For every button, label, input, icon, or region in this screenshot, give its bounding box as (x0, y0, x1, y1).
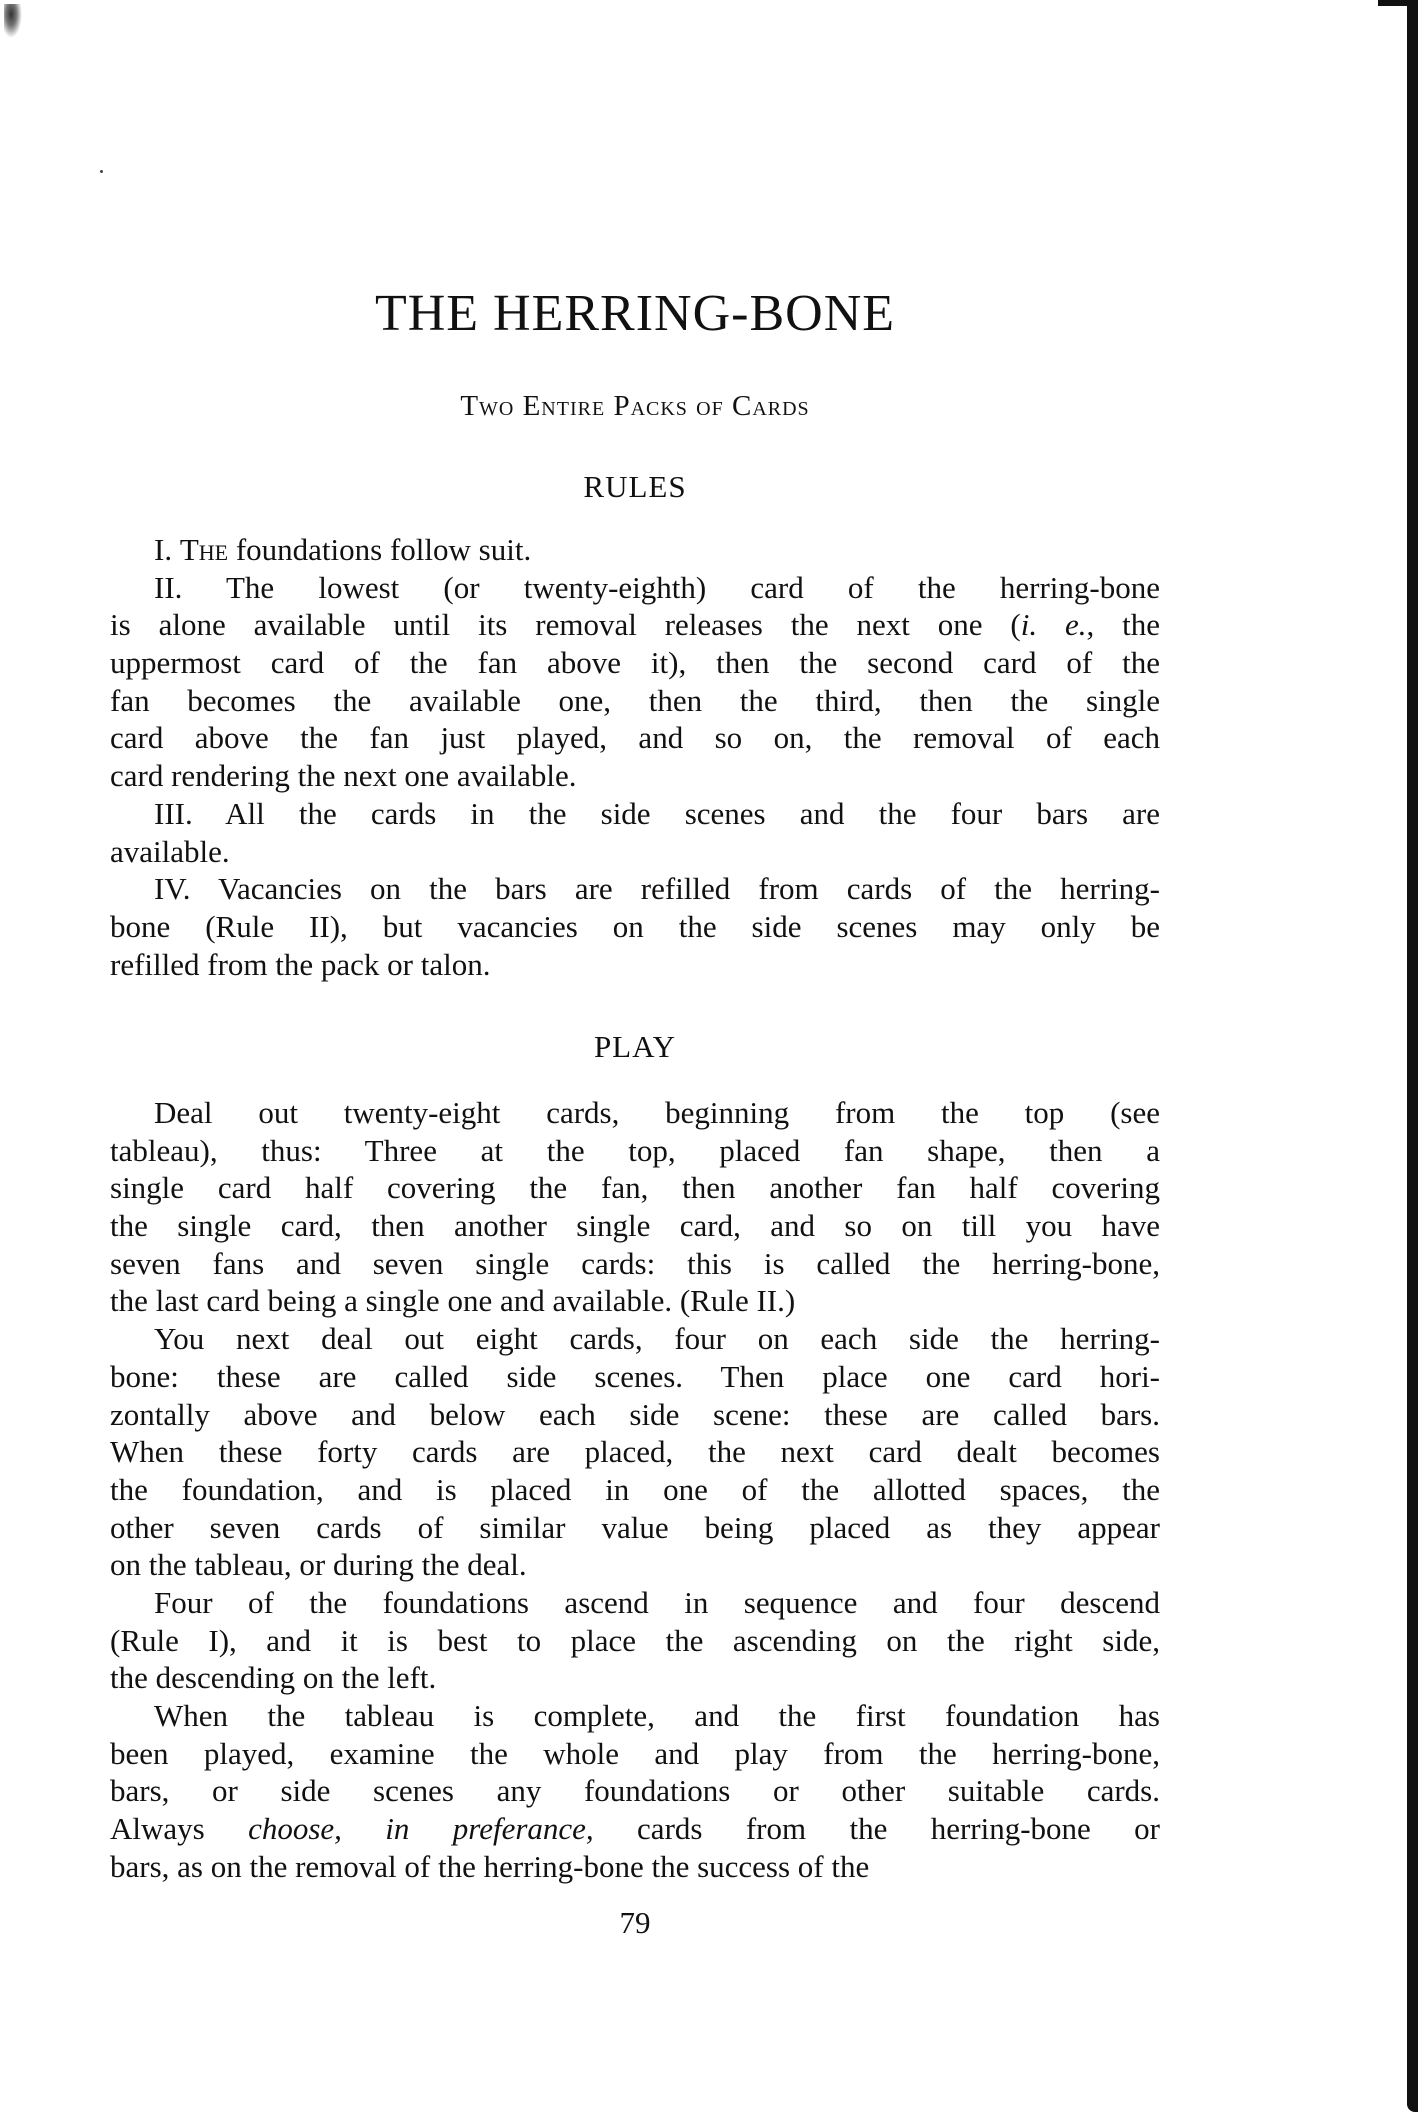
text-line: II. The lowest (or twenty-eighth) card of the herring-bone (154, 569, 1160, 605)
text-line: the descending on the left. (110, 1660, 437, 1696)
text-line (110, 531, 1160, 569)
text-line: been played, examine the whole and play from the herring-bone, (110, 1735, 1160, 1771)
rule-paragraph (110, 569, 1160, 795)
text-segment: is alone available until its removal releases the next one ( (110, 607, 1021, 643)
text-line: bars, as on the removal of the herring-bone the success of the (110, 1848, 870, 1884)
rule-paragraph (110, 870, 1160, 983)
play-paragraph (110, 1320, 1160, 1584)
text-line: Four of the foundations ascend in sequence and four descend (154, 1584, 1160, 1620)
rules-heading: RULES (583, 469, 687, 504)
text-line: available. (110, 833, 230, 869)
text-line: IV. Vacancies on the bars are refilled from cards of the herring- (154, 871, 1160, 907)
chapter-subtitle: Two Entire Packs of Cards (460, 390, 810, 422)
text-line: fan becomes the available one, then the third, then the single (110, 682, 1160, 718)
play-paragraph (110, 1584, 1160, 1697)
scan-smudge (4, 4, 22, 38)
text-segment: The (179, 532, 229, 567)
text-line: other seven cards of similar value being placed as they appear (110, 1509, 1160, 1545)
rule-paragraph (110, 795, 1160, 870)
play-section (110, 1094, 1160, 1885)
rule-paragraph (110, 531, 1160, 569)
text-line: card rendering the next one available. (110, 758, 577, 794)
text-line: When the tableau is complete, and the first foundation has (154, 1698, 1160, 1733)
text-segment: Always (110, 1811, 249, 1847)
page-number: 79 (619, 1905, 651, 1940)
text-line: III. All the cards in the side scenes and the four bars are (154, 795, 1160, 831)
text-line: the foundation, and is placed in one of the allotted spaces, the (110, 1471, 1160, 1507)
play-paragraph (110, 1697, 1160, 1885)
text-line: seven fans and seven single cards: this is called the herring-bone, (110, 1245, 1160, 1281)
text-segment: choose, in preferance, (248, 1811, 594, 1847)
scan-speck (100, 170, 103, 173)
text-segment: foundations follow suit. (228, 532, 532, 567)
text-line: uppermost card of the fan above it), then the second card of the (110, 645, 1160, 681)
text-line: When these forty cards are placed, the next card dealt becomes (110, 1434, 1160, 1470)
text-line (110, 1810, 1160, 1848)
text-segment: cards from the herring-bone or (593, 1811, 1160, 1847)
text-line: zontally above and below each side scene: these are called bars. (110, 1396, 1160, 1432)
text-line: bone (Rule II), but vacancies on the side scenes may only be (110, 908, 1160, 944)
play-paragraph (110, 1094, 1160, 1320)
rules-section (110, 531, 1160, 983)
text-line: card above the fan just played, and so on, the removal of each (110, 720, 1160, 756)
page-edge-shadow (1407, 0, 1418, 2112)
text-line: tableau), thus: Three at the top, placed fan shape, then a (110, 1132, 1160, 1168)
text-line (110, 606, 1160, 644)
text-segment: , the (1086, 607, 1160, 643)
text-line: single card half covering the fan, then another fan half covering (110, 1170, 1160, 1206)
text-line: (Rule I), and it is best to place the ascending on the right side, (110, 1622, 1160, 1658)
text-segment: I. (154, 532, 180, 567)
text-line: on the tableau, or during the deal. (110, 1547, 527, 1583)
play-heading: PLAY (593, 1029, 677, 1064)
text-line: the last card being a single one and available. (Rule II.) (110, 1283, 796, 1319)
text-line: You next deal out eight cards, four on each side the herring- (154, 1321, 1160, 1357)
page-edge-shadow-top (1378, 0, 1418, 6)
text-line: bars, or side scenes any foundations or other suitable cards. (110, 1773, 1160, 1809)
text-line: the single card, then another single card, and so on till you have (110, 1208, 1160, 1244)
chapter-title: THE HERRING-BONE (374, 285, 896, 342)
text-segment: i. e. (1020, 607, 1087, 643)
text-line: Deal out twenty-eight cards, beginning from the top (see (154, 1095, 1160, 1130)
text-line: bone: these are called side scenes. Then place one card hori- (110, 1358, 1160, 1394)
text-line: refilled from the pack or talon. (110, 946, 491, 982)
